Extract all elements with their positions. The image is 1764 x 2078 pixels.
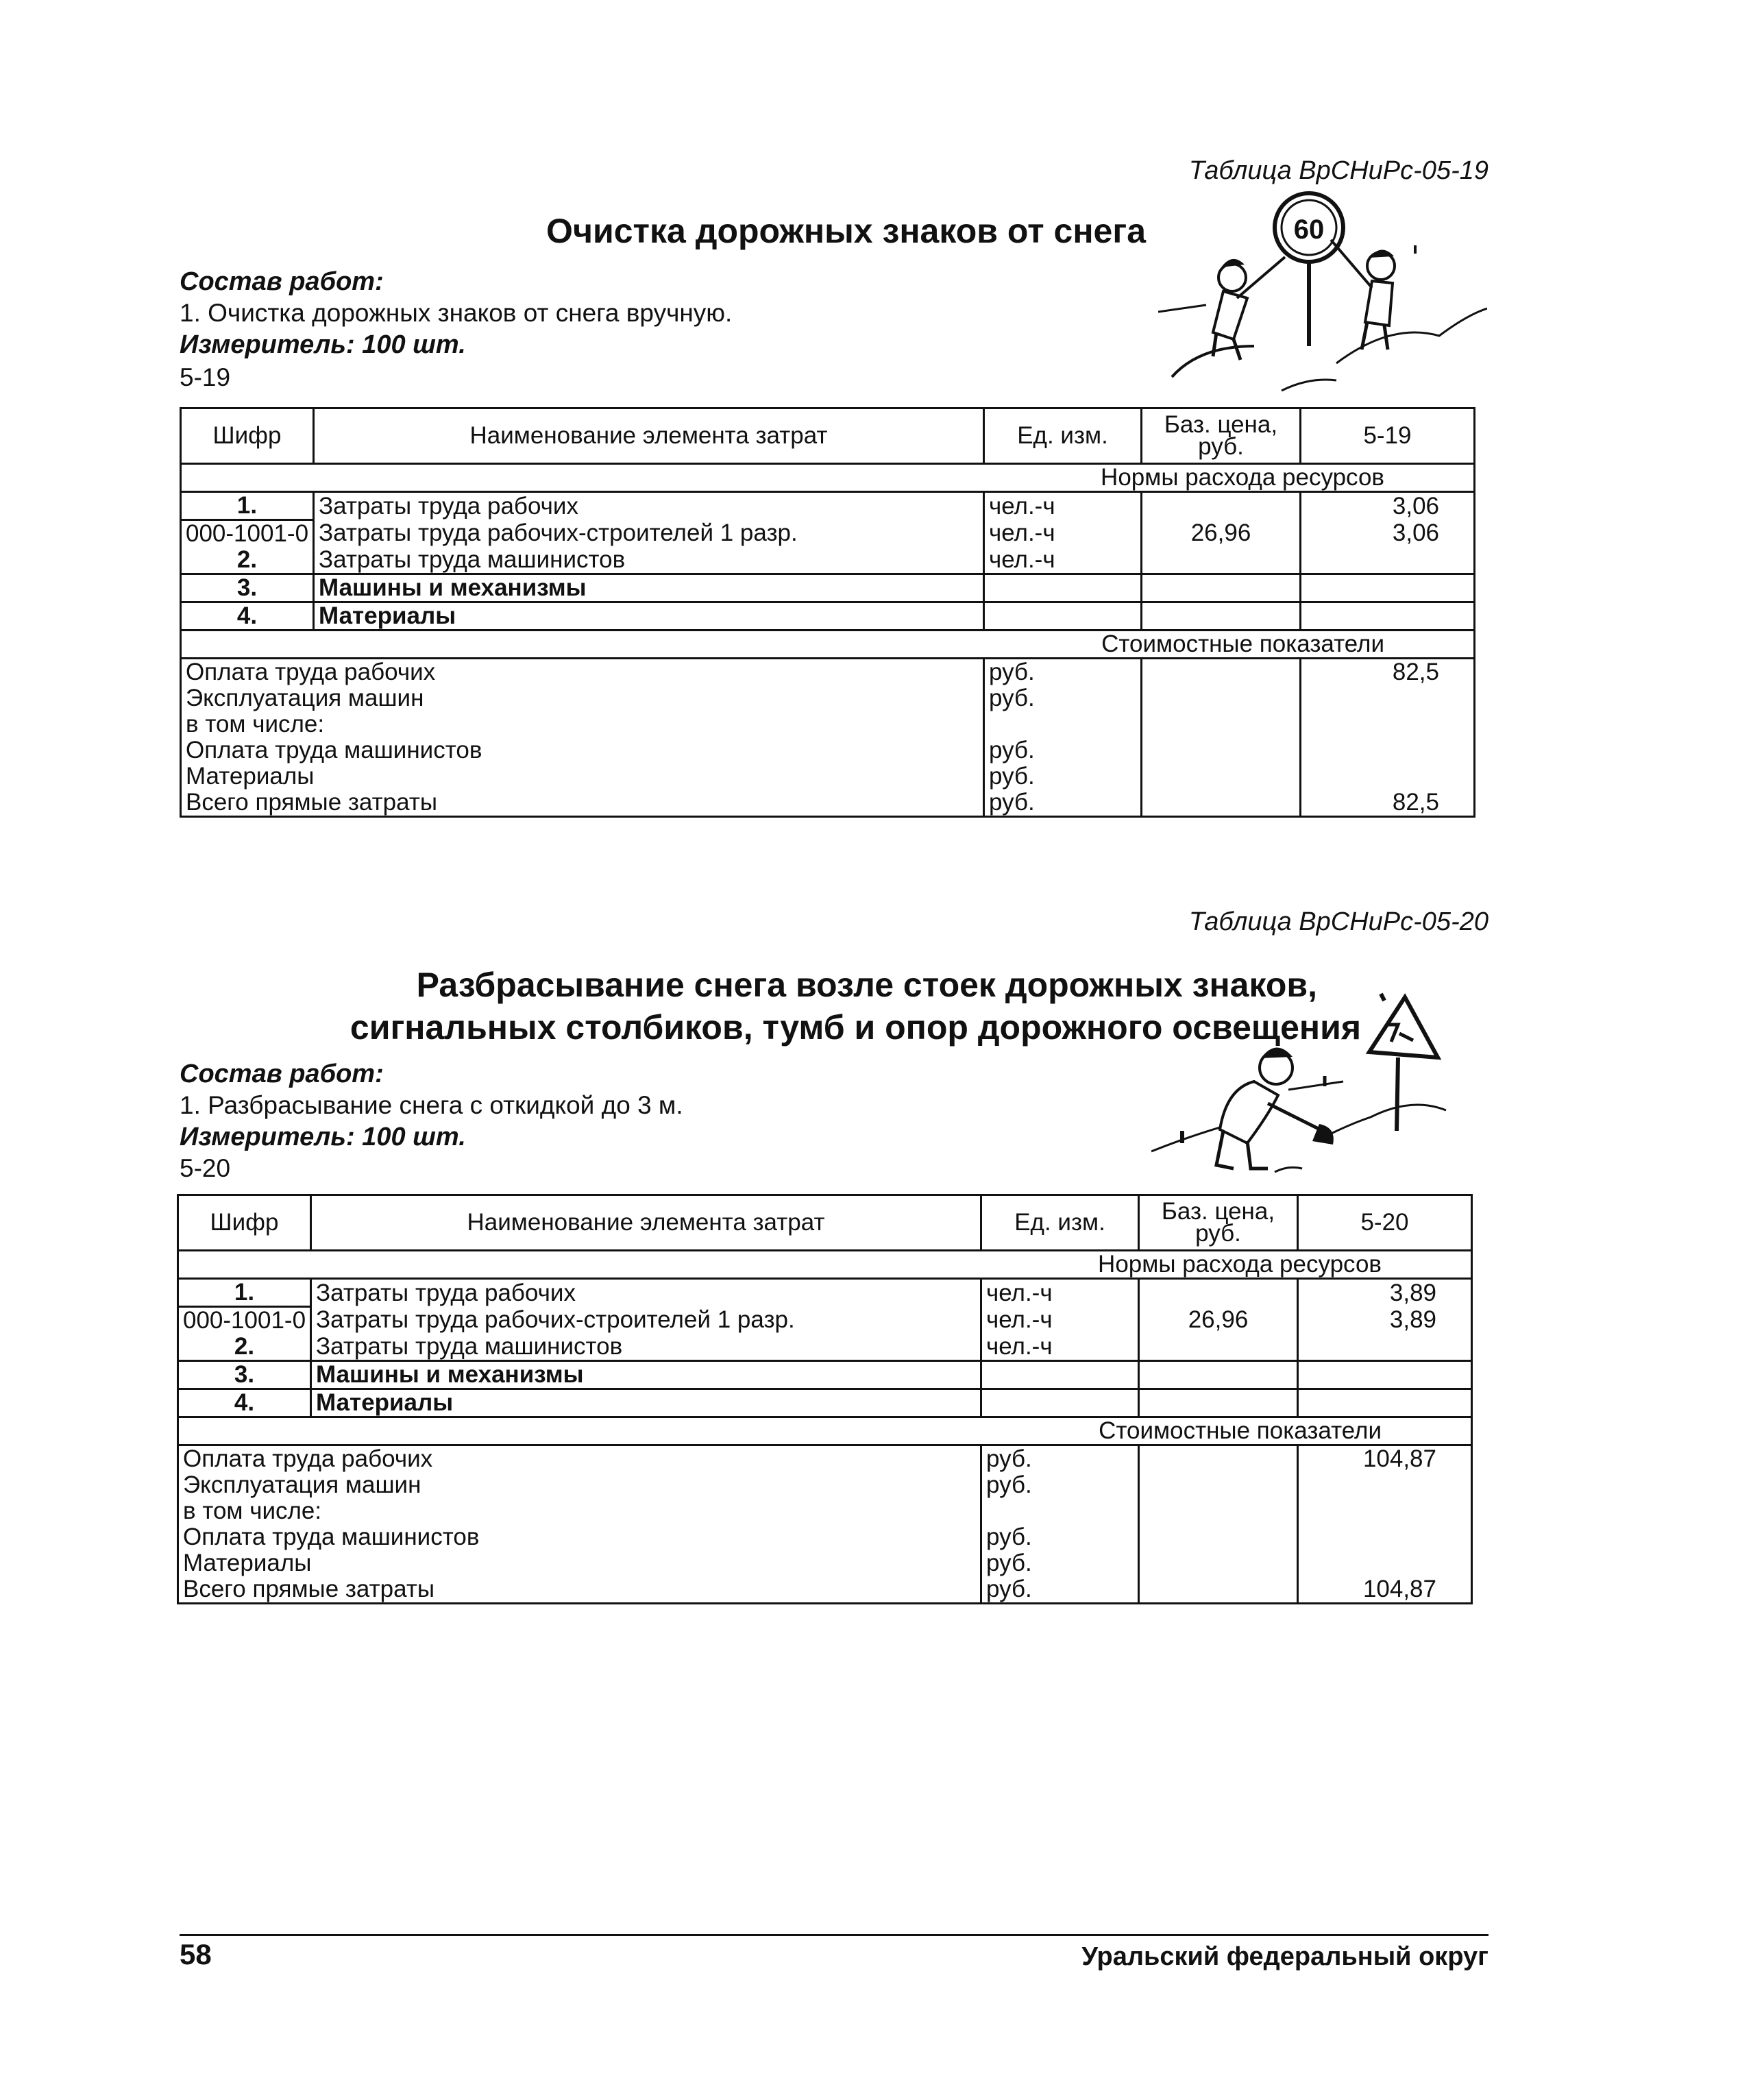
- header-price: Баз. цена, руб.: [1139, 1195, 1298, 1251]
- header-cipher: Шифр: [181, 408, 314, 464]
- table-row: в том числе:: [178, 1498, 1472, 1524]
- table-row: Всего прямые затраты руб. 104,87: [178, 1576, 1472, 1604]
- svg-text:60: 60: [1293, 215, 1325, 245]
- table-row: 3. Машины и механизмы: [181, 574, 1475, 602]
- cost-band: Стоимостные показатели: [178, 1417, 1472, 1445]
- workers-cleaning-sign-illustration: [1158, 185, 1487, 404]
- table-label: Таблица ВрСНиРс-05-20: [1188, 907, 1489, 936]
- worker-shoveling-snow-illustration: [1151, 987, 1480, 1193]
- section-title: Очистка дорожных знаков от снега: [546, 212, 1146, 250]
- table-row: Всего прямые затраты руб. 82,5: [181, 790, 1475, 817]
- table-row: 000-1001-0 Затраты труда рабочих-строителей 1 разр. чел.-ч 26,96 3,06: [181, 520, 1475, 548]
- table-row: Материалы руб.: [178, 1550, 1472, 1576]
- table-row: Эксплуатация машин руб.: [178, 1472, 1472, 1498]
- norms-band: Нормы расхода ресурсов: [181, 464, 1475, 492]
- footer-region: Уральский федеральный округ: [1081, 1942, 1489, 1971]
- header-name: Наименование элемента затрат: [311, 1195, 981, 1251]
- table-row: Оплата труда машинистов руб.: [181, 737, 1475, 763]
- table-row: Оплата труда машинистов руб.: [178, 1524, 1472, 1550]
- table-row: Эксплуатация машин руб.: [181, 685, 1475, 711]
- measure-label: Измеритель: 100 шт.: [180, 330, 466, 359]
- table-row: Оплата труда рабочих руб. 104,87: [178, 1445, 1472, 1473]
- composition-heading: Состав работ:: [180, 267, 384, 296]
- table-row: в том числе:: [181, 711, 1475, 737]
- section-title-line-2: сигнальных столбиков, тумб и опор дорожного освещения: [350, 1008, 1361, 1047]
- table-row: Материалы руб.: [181, 763, 1475, 790]
- table-row: Оплата труда рабочих руб. 82,5: [181, 659, 1475, 686]
- footer-divider: [180, 1934, 1489, 1936]
- table-row: 2. Затраты труда машинистов чел.-ч: [178, 1334, 1472, 1361]
- header-cipher: Шифр: [178, 1195, 311, 1251]
- norms-table-05-20: [177, 1194, 1473, 1604]
- table-row: 4. Материалы: [178, 1389, 1472, 1417]
- header-code: 5-19: [1301, 408, 1475, 464]
- measure-label: Измеритель: 100 шт.: [180, 1123, 466, 1151]
- cost-band: Стоимостные показатели: [181, 631, 1475, 659]
- table-row: 3. Машины и механизмы: [178, 1361, 1472, 1389]
- header-unit: Ед. изм.: [981, 1195, 1139, 1251]
- composition-item: 1. Разбрасывание снега с откидкой до 3 м.: [180, 1091, 683, 1119]
- code-label: 5-20: [180, 1154, 231, 1182]
- header-price: Баз. цена, руб.: [1142, 408, 1301, 464]
- table-label: Таблица ВрСНиРс-05-19: [1188, 156, 1489, 185]
- composition-item: 1. Очистка дорожных знаков от снега вручную.: [180, 299, 733, 327]
- header-code: 5-20: [1298, 1195, 1472, 1251]
- code-label: 5-19: [180, 363, 231, 391]
- table-row: 4. Материалы: [181, 602, 1475, 631]
- norms-band: Нормы расхода ресурсов: [178, 1251, 1472, 1279]
- table-row: 1. Затраты труда рабочих чел.-ч 3,89: [178, 1279, 1472, 1307]
- section-title-line-1: Разбрасывание снега возле стоек дорожных знаков,: [416, 966, 1317, 1004]
- page-number: 58: [180, 1938, 212, 1970]
- table-row: 1. Затраты труда рабочих чел.-ч 3,06: [181, 492, 1475, 520]
- header-name: Наименование элемента затрат: [314, 408, 984, 464]
- table-row: 000-1001-0 Затраты труда рабочих-строителей 1 разр. чел.-ч 26,96 3,89: [178, 1307, 1472, 1334]
- norms-table-05-19: [180, 407, 1475, 818]
- header-unit: Ед. изм.: [984, 408, 1142, 464]
- composition-heading: Состав работ:: [180, 1060, 384, 1088]
- table-row: 2. Затраты труда машинистов чел.-ч: [181, 547, 1475, 574]
